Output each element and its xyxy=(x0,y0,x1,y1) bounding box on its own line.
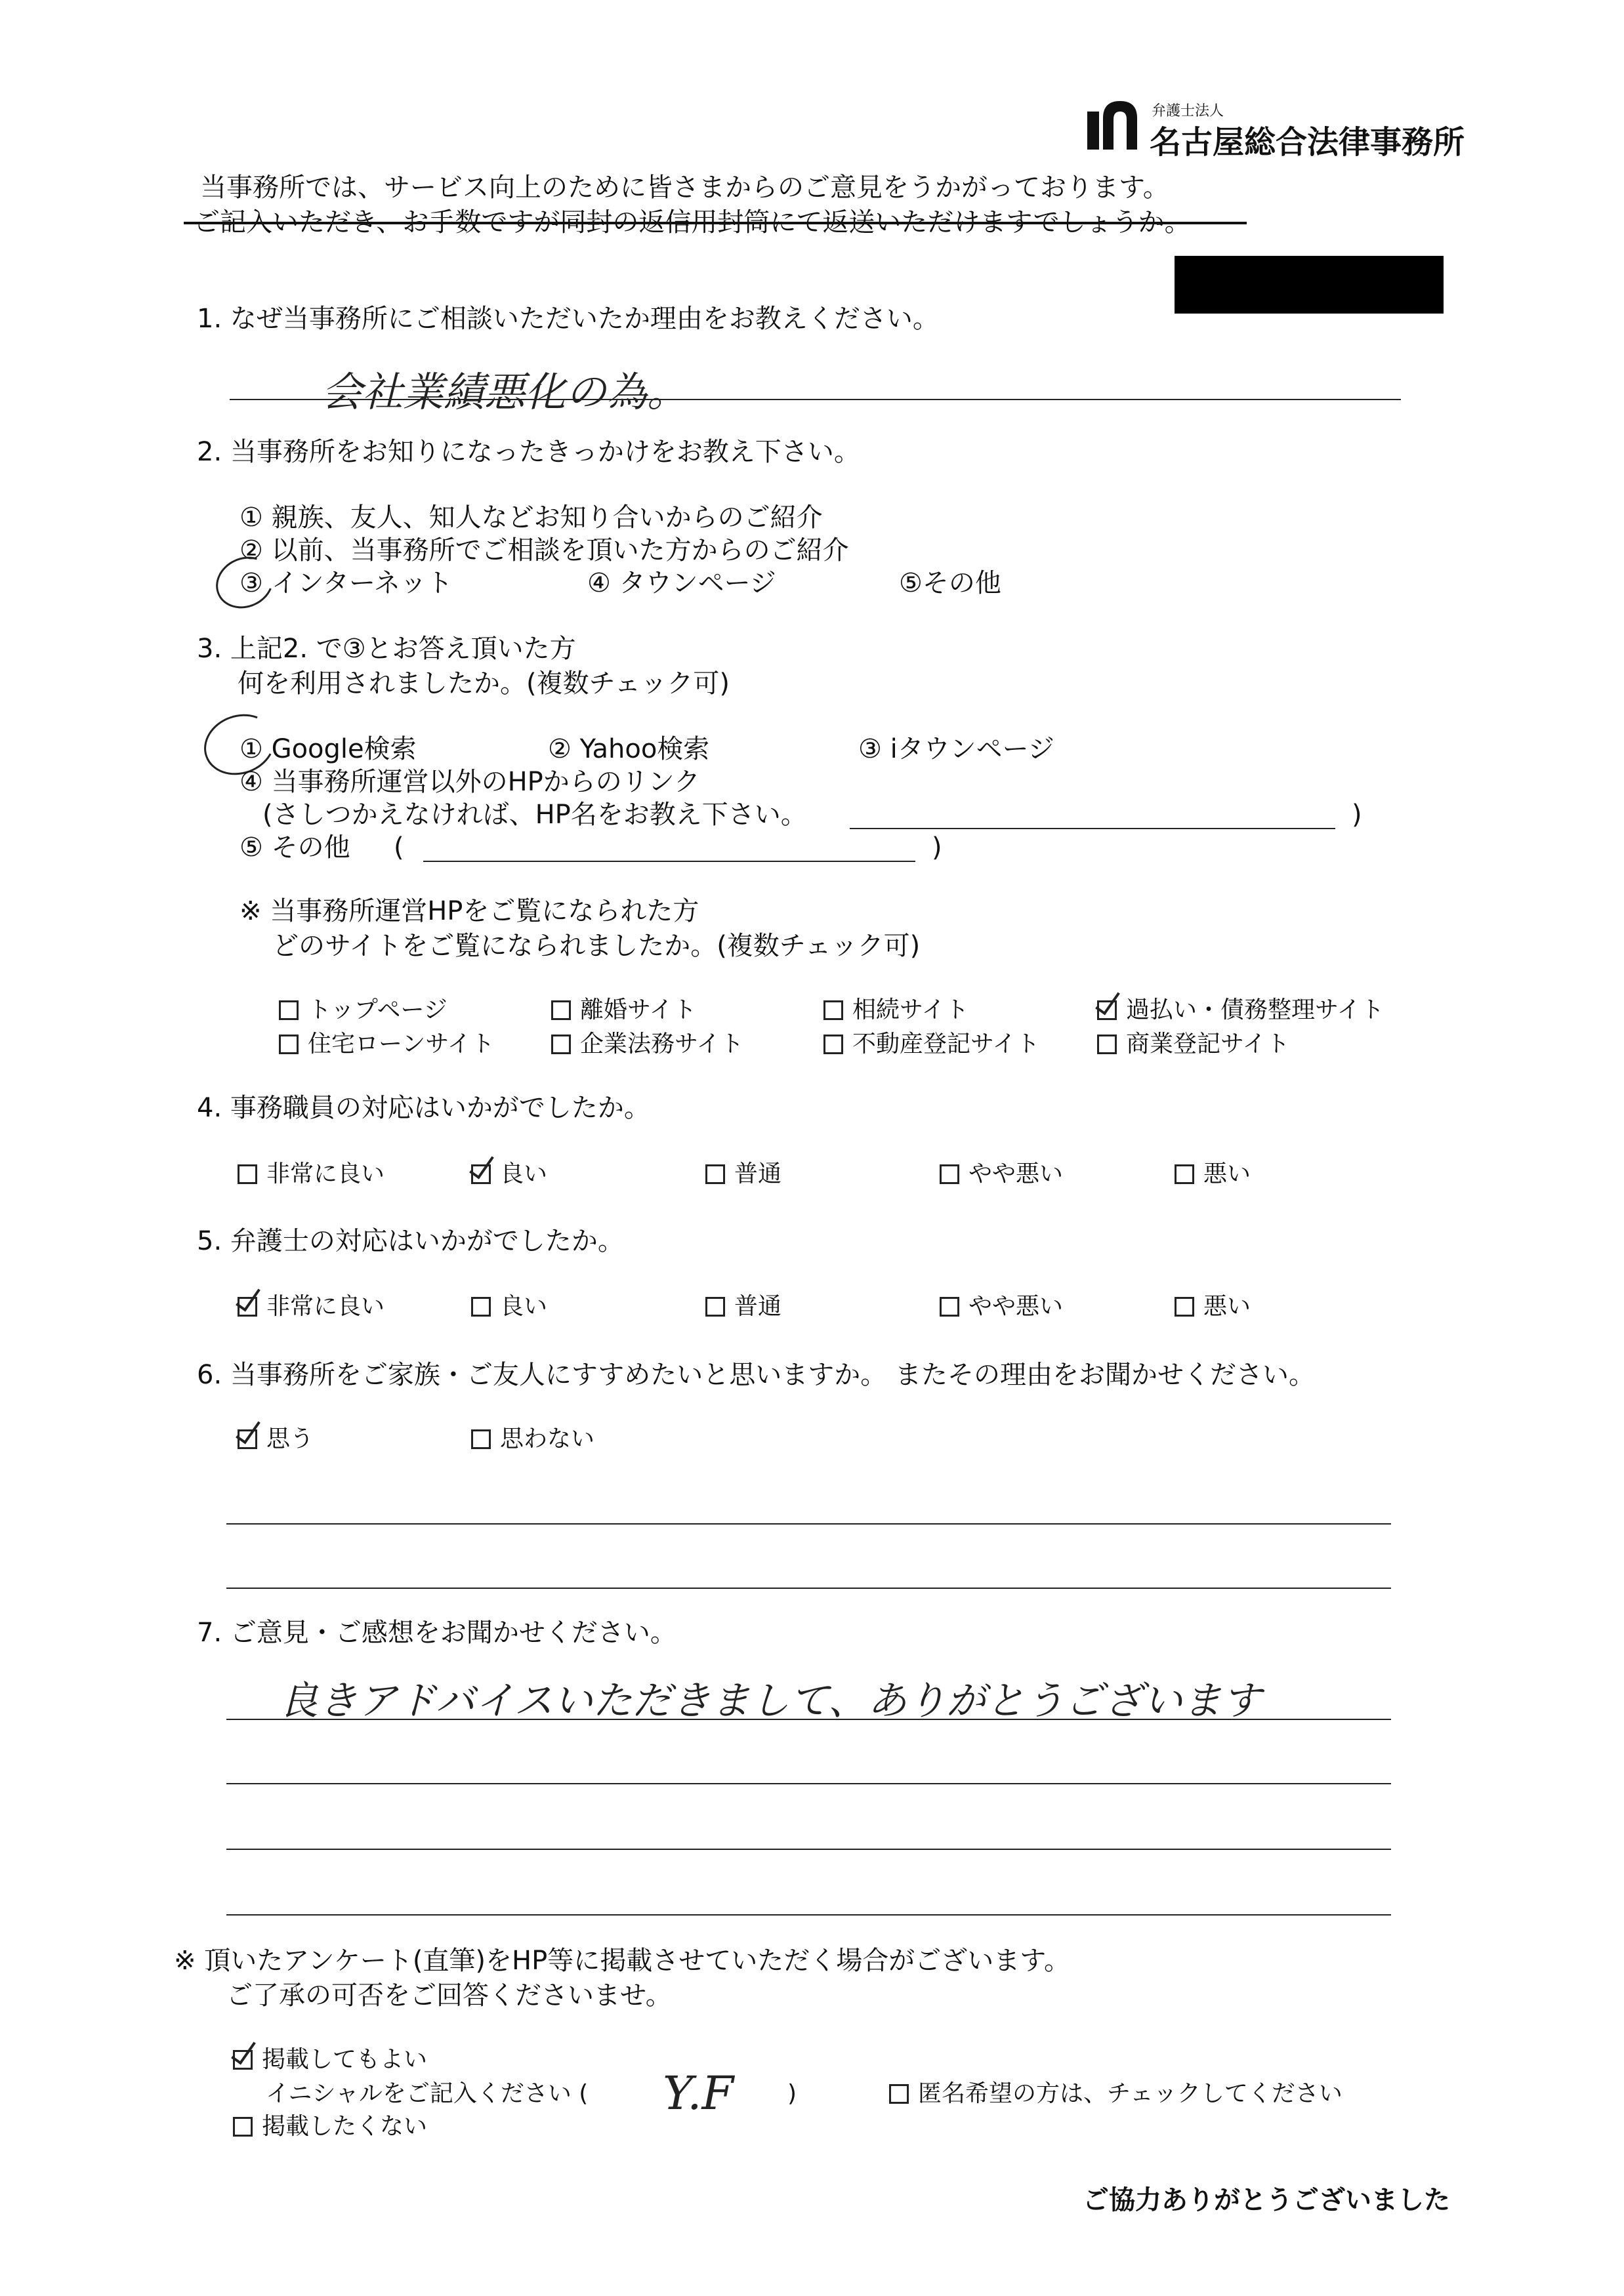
q3-hp-name-line[interactable] xyxy=(850,828,1335,829)
checkbox[interactable] xyxy=(705,1297,725,1317)
checkbox[interactable] xyxy=(551,1035,571,1054)
q3-label-2: 何を利用されましたか。(複数チェック可) xyxy=(238,668,730,699)
option-label: 非常に良い xyxy=(266,1160,385,1187)
logo-mark-icon xyxy=(1086,98,1138,151)
checkbox[interactable] xyxy=(705,1164,725,1184)
site-label: 商業登記サイト xyxy=(1126,1031,1290,1057)
q7-line-3[interactable] xyxy=(226,1849,1391,1850)
redaction-block xyxy=(1175,256,1444,314)
footer-note-1: ※ 頂いたアンケート(直筆)をHP等に掲載させていただく場合がございます。 xyxy=(174,1946,1071,1976)
q3-other-line[interactable] xyxy=(423,861,915,862)
q2-label: 2. 当事務所をお知りになったきっかけをお教え下さい。 xyxy=(197,437,860,467)
checkbox[interactable] xyxy=(889,2084,909,2104)
checkbox[interactable] xyxy=(551,1000,571,1020)
q3-note-1: ※ 当事務所運営HPをご覧になられた方 xyxy=(239,896,699,926)
q4-label: 4. 事務職員の対応はいかがでしたか。 xyxy=(197,1093,650,1123)
publish-yes[interactable] xyxy=(233,2045,427,2074)
q2-option-5: ⑤その他 xyxy=(899,568,1001,598)
option-label: 匿名希望の方は、チェックしてください xyxy=(918,2080,1343,2107)
thanks-text: ご協力ありがとうございました xyxy=(1083,2185,1450,2215)
checkbox[interactable] xyxy=(238,1164,257,1184)
option-label: 良い xyxy=(500,1160,548,1187)
checkbox[interactable] xyxy=(1175,1164,1194,1184)
site-home-loan[interactable] xyxy=(279,1030,495,1059)
option-label: 非常に良い xyxy=(266,1293,385,1320)
option-label: 思わない xyxy=(500,1425,595,1452)
option-label: 思う xyxy=(266,1425,314,1452)
site-divorce[interactable] xyxy=(551,996,696,1025)
q3-option-1: ① Google検索 xyxy=(239,734,417,764)
q3-note-2: どのサイトをご覧になられましたか。(複数チェック可) xyxy=(272,931,921,961)
q4-option-very-good[interactable] xyxy=(238,1160,385,1189)
site-label: 離婚サイト xyxy=(580,996,697,1023)
q2-option-2: ② 以前、当事務所でご相談を頂いた方からのご紹介 xyxy=(239,535,849,565)
checkbox[interactable] xyxy=(279,1000,299,1020)
checkbox[interactable] xyxy=(471,1429,491,1449)
q7-label: 7. ご意見・ご感想をお聞かせください。 xyxy=(197,1618,677,1648)
site-label: 企業法務サイト xyxy=(580,1031,744,1057)
q6-reason-line-2[interactable] xyxy=(226,1588,1391,1589)
checkbox[interactable] xyxy=(940,1164,959,1184)
checkbox[interactable] xyxy=(233,2117,253,2137)
q2-option-4: ④ タウンページ xyxy=(587,568,776,598)
q5-option-very-good[interactable] xyxy=(238,1292,385,1321)
q3-option-2: ② Yahoo検索 xyxy=(548,734,710,764)
site-label: 住宅ローンサイト xyxy=(308,1031,495,1057)
q5-option-somewhat-bad[interactable] xyxy=(940,1292,1063,1321)
anonymous-option[interactable] xyxy=(889,2080,1343,2108)
checkbox[interactable] xyxy=(1175,1297,1194,1317)
option-label: 悪い xyxy=(1203,1160,1251,1187)
q7-line-2[interactable] xyxy=(226,1783,1391,1784)
checkbox[interactable] xyxy=(940,1297,959,1317)
checkbox[interactable] xyxy=(823,1000,843,1020)
q2-option-3: ③ インターネット xyxy=(239,568,453,598)
site-debt[interactable] xyxy=(1097,996,1384,1025)
checkbox-checked[interactable] xyxy=(238,1297,257,1317)
checkbox-checked[interactable] xyxy=(1097,1000,1117,1020)
option-label: 掲載してもよい xyxy=(262,2046,428,2073)
publish-no[interactable] xyxy=(233,2112,427,2141)
site-label: 相続サイト xyxy=(852,996,969,1023)
site-real-estate[interactable] xyxy=(823,1030,1039,1059)
logo-name: 名古屋総合法律事務所 xyxy=(1150,124,1465,161)
q1-label: 1. なぜ当事務所にご相談いただいたか理由をお教えください。 xyxy=(197,304,939,334)
q7-line-4[interactable] xyxy=(226,1914,1391,1916)
q7-line-1[interactable] xyxy=(226,1719,1391,1720)
intro-line2: ご記入いただき、お手数ですが同封の返信用封筒にて返送いただけますでしょうか。 xyxy=(194,207,1191,237)
q5-option-normal[interactable] xyxy=(705,1292,781,1321)
q1-answer-line xyxy=(230,399,1401,400)
option-label: やや悪い xyxy=(968,1293,1064,1320)
q5-label: 5. 弁護士の対応はいかがでしたか。 xyxy=(197,1226,624,1256)
q4-option-good[interactable] xyxy=(471,1160,547,1189)
site-label: 不動産登記サイト xyxy=(852,1031,1040,1057)
q6-option-no[interactable] xyxy=(471,1425,594,1454)
q3-label-1: 3. 上記2. で③とお答え頂いた方 xyxy=(197,634,576,664)
initials-close: ) xyxy=(787,2080,797,2107)
footer-note-2: ご了承の可否をご回答くださいませ。 xyxy=(226,1980,672,2011)
initials-label: イニシャルをご記入ください ( xyxy=(266,2080,589,2107)
site-top-page[interactable] xyxy=(279,996,448,1025)
q6-option-yes[interactable] xyxy=(238,1425,314,1454)
initials-value[interactable]: Y.F xyxy=(663,2066,734,2120)
site-commercial[interactable] xyxy=(1097,1030,1289,1059)
site-label: トップページ xyxy=(308,996,448,1023)
option-label: 良い xyxy=(500,1293,548,1320)
checkbox[interactable] xyxy=(279,1035,299,1054)
q4-option-bad[interactable] xyxy=(1175,1160,1251,1189)
option-label: 普通 xyxy=(734,1160,782,1187)
intro-line2-strikethrough xyxy=(184,222,1247,224)
q3-option-5-close: ) xyxy=(932,832,942,863)
q2-option-1: ① 親族、友人、知人などお知り合いからのご紹介 xyxy=(239,502,823,533)
checkbox[interactable] xyxy=(823,1035,843,1054)
option-label: やや悪い xyxy=(968,1160,1064,1187)
q3-option-4-sub: (さしつかえなければ、HP名をお教え下さい。 xyxy=(262,800,807,830)
q3-option-3: ③ iタウンページ xyxy=(858,734,1054,764)
q3-option-4: ④ 当事務所運営以外のHPからのリンク xyxy=(239,767,700,797)
logo-small-text: 弁護士法人 xyxy=(1152,103,1224,119)
q6-label: 6. 当事務所をご家族・ご友人にすすめたいと思いますか。 またその理由をお聞かせください。 xyxy=(197,1360,1315,1390)
q4-option-normal[interactable] xyxy=(705,1160,781,1189)
site-inheritance[interactable] xyxy=(823,996,968,1025)
q5-option-bad[interactable] xyxy=(1175,1292,1251,1321)
checkbox-checked[interactable] xyxy=(238,1429,257,1449)
checkbox[interactable] xyxy=(1097,1035,1117,1054)
option-label: 普通 xyxy=(734,1293,782,1320)
site-label: 過払い・債務整理サイト xyxy=(1126,996,1385,1023)
checkbox-checked[interactable] xyxy=(233,2050,253,2070)
q3-option-5-open: ( xyxy=(394,832,404,863)
site-corporate[interactable] xyxy=(551,1030,743,1059)
intro-line1: 当事務所では、サービス向上のために皆さまからのご意見をうかがっております。 xyxy=(200,173,1169,203)
q5-option-good[interactable] xyxy=(471,1292,547,1321)
checkbox[interactable] xyxy=(471,1297,491,1317)
option-label: 掲載したくない xyxy=(262,2113,428,2140)
q3-option-4-close: ) xyxy=(1352,800,1362,830)
q6-reason-line-1[interactable] xyxy=(226,1523,1391,1525)
q3-option-5: ⑤ その他 xyxy=(239,832,350,863)
logo xyxy=(1086,98,1138,151)
q7-answer: 良きアドバイスいただきまして、ありがとうございます xyxy=(279,1678,1261,1724)
q1-answer: 会社業績悪化の為。 xyxy=(322,368,688,416)
q4-option-somewhat-bad[interactable] xyxy=(940,1160,1063,1189)
option-label: 悪い xyxy=(1203,1293,1251,1320)
checkbox-checked[interactable] xyxy=(471,1164,491,1184)
